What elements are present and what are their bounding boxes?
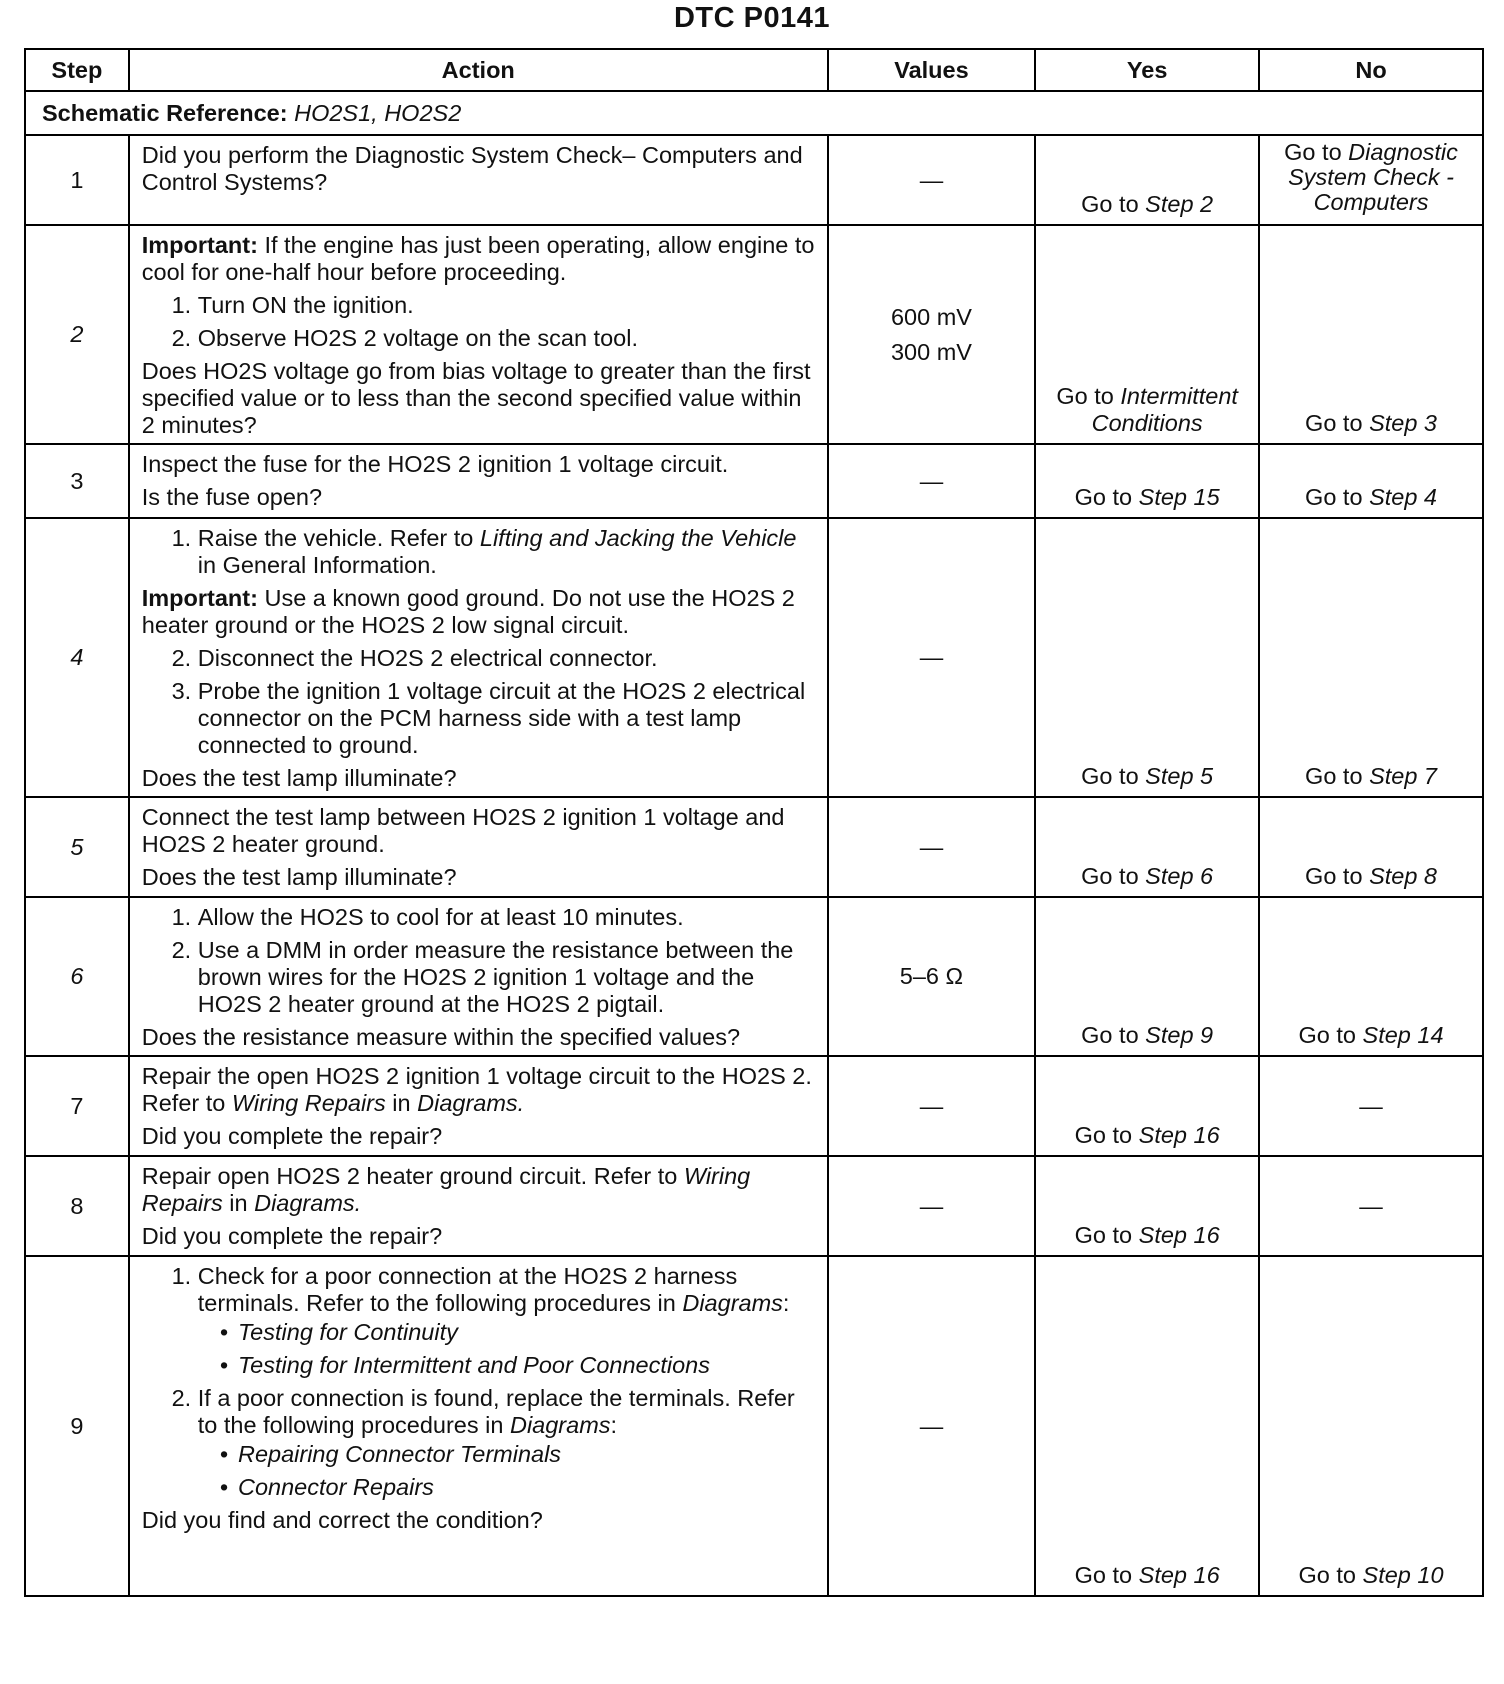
yes-cell: Go to Step 6 [1035, 797, 1259, 897]
table-row [25, 444, 1483, 518]
yes-cell: Go to Step 16 [1035, 1256, 1259, 1596]
no-cell: — [1259, 1056, 1483, 1156]
header-yes: Yes [1035, 49, 1259, 91]
action-cell: Connect the test lamp between HO2S 2 ignition 1 voltage and HO2S 2 heater ground. Does the test lamp illuminate? [129, 797, 828, 897]
values-cell: — [828, 135, 1036, 225]
step-number: 1 [25, 135, 129, 225]
yes-cell: Go to Step 2 [1035, 135, 1259, 225]
schematic-label: Schematic Reference: [42, 99, 288, 126]
header-step: Step [25, 49, 129, 91]
page-title: DTC P0141 [673, 2, 830, 34]
header-values: Values [828, 49, 1036, 91]
yes-cell: Go to Intermittent Conditions [1035, 225, 1259, 444]
values-cell: — [828, 444, 1036, 518]
table-row [25, 1156, 1483, 1256]
action-cell: Important: If the engine has just been operating, allow engine to cool for one-half hour before proceeding. 1. Turn ON the ignition. 2. Observe HO2S 2 voltage on the scan tool. Does HO2S voltage go from bias voltage to greater than the first specified value or to less than the second specified value within 2 minutes? [129, 225, 828, 444]
table-row [25, 1056, 1483, 1156]
no-cell: Go to Step 10 [1259, 1256, 1483, 1596]
step-number: 5 [25, 797, 129, 897]
action-cell: Inspect the fuse for the HO2S 2 ignition 1 voltage circuit. Is the fuse open? [129, 444, 828, 518]
step-number: 8 [25, 1156, 129, 1256]
action-cell: 1. Raise the vehicle. Refer to Lifting and Jacking the Vehicle in General Information. Important: Use a known good ground. Do not use the HO2S 2 heater ground or the HO2S 2 low signal circuit. 2. Disconnect the HO2S 2 electrical connector. 3. Probe the ignition 1 voltage circuit at the HO2S 2 electrical connector on the PCM harness side with a test lamp connected to ground. Does the test lamp illuminate? [129, 518, 828, 797]
step-number: 6 [25, 897, 129, 1056]
values-cell: 600 mV 300 mV [828, 225, 1036, 444]
values-cell: — [828, 1156, 1036, 1256]
schematic-reference [25, 91, 1483, 135]
no-cell: Go to Diagnostic System Check - Computers [1259, 135, 1483, 225]
no-cell: Go to Step 8 [1259, 797, 1483, 897]
values-cell: — [828, 797, 1036, 897]
yes-cell: Go to Step 16 [1035, 1156, 1259, 1256]
diagnostic-table [24, 48, 1484, 1597]
no-cell: Go to Step 14 [1259, 897, 1483, 1056]
action-cell: Repair the open HO2S 2 ignition 1 voltage circuit to the HO2S 2. Refer to Wiring Repairs in Diagrams. Did you complete the repair? [129, 1056, 828, 1156]
step-number: 7 [25, 1056, 129, 1156]
header-no: No [1259, 49, 1483, 91]
no-cell: — [1259, 1156, 1483, 1256]
action-cell: 1. Allow the HO2S to cool for at least 10 minutes. 2. Use a DMM in order measure the resistance between the brown wires for the HO2S 2 ignition 1 voltage and the HO2S 2 heater ground at the HO2S 2 pigtail. Does the resistance measure within the specified values? [129, 897, 828, 1056]
no-cell: Go to Step 7 [1259, 518, 1483, 797]
header-row [25, 49, 1483, 91]
step-number: 9 [25, 1256, 129, 1596]
no-cell: Go to Step 3 [1259, 225, 1483, 444]
step-number: 2 [25, 225, 129, 444]
values-cell: — [828, 518, 1036, 797]
values-cell: — [828, 1056, 1036, 1156]
values-cell: 5–6 Ω [828, 897, 1036, 1056]
action-cell: 1. Check for a poor connection at the HO2S 2 harness terminals. Refer to the following procedures in Diagrams: • Testing for Continuity • Testing for Intermittent and Poor Connections 2. If a poor connection is found, replace the terminals. Refer to the following procedures in Diagrams: • Repairing Connector Terminals • Connector Repairs Did you find and correct the condition? [129, 1256, 828, 1596]
yes-cell: Go to Step 5 [1035, 518, 1259, 797]
values-cell: — [828, 1256, 1036, 1596]
yes-cell: Go to Step 16 [1035, 1056, 1259, 1156]
table-row [25, 225, 1483, 444]
action-cell: Repair open HO2S 2 heater ground circuit. Refer to Wiring Repairs in Diagrams. Did you complete the repair? [129, 1156, 828, 1256]
header-action: Action [129, 49, 828, 91]
no-cell: Go to Step 4 [1259, 444, 1483, 518]
table-row [25, 1256, 1483, 1596]
table-row [25, 135, 1483, 225]
step-number: 3 [25, 444, 129, 518]
action-cell: Did you perform the Diagnostic System Check– Computers and Control Systems? [129, 135, 828, 225]
table-row [25, 518, 1483, 797]
schematic-reference-row [25, 91, 1483, 135]
schematic-value: HO2S1, HO2S2 [294, 99, 462, 126]
step-number: 4 [25, 518, 129, 797]
table-row [25, 797, 1483, 897]
yes-cell: Go to Step 15 [1035, 444, 1259, 518]
yes-cell: Go to Step 9 [1035, 897, 1259, 1056]
table-row [25, 897, 1483, 1056]
